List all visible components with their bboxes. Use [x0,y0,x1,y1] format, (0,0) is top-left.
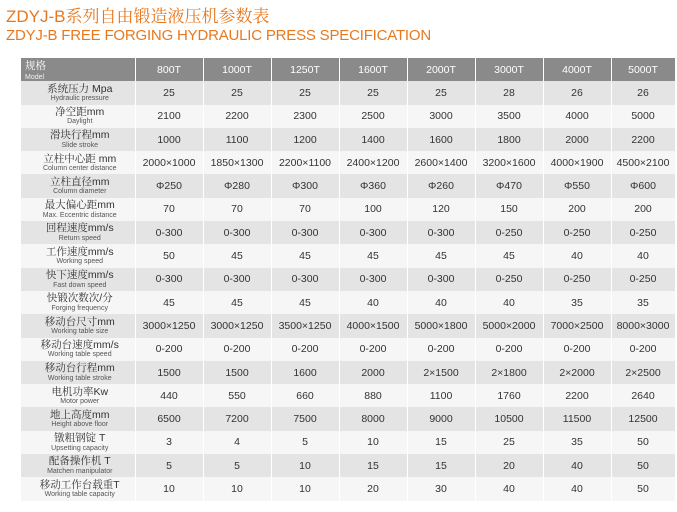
table-cell: 50 [611,431,675,454]
table-cell: 10 [339,431,407,454]
table-cell: 6500 [135,407,203,430]
table-cell: 2000×1000 [135,151,203,174]
table-cell: 28 [475,81,543,104]
table-row [21,384,675,407]
row-label [21,174,135,197]
row-label-cn: 回程速度mm/s [45,222,114,235]
header-model-4: 2000T [407,58,475,81]
row-label [21,407,135,430]
row-label-en: Working speed [56,258,104,266]
table-cell: 45 [203,244,271,267]
table-cell: 25 [203,81,271,104]
header-model-7: 5000T [611,58,675,81]
table-cell: 45 [203,291,271,314]
row-label [21,477,135,500]
row-label [21,81,135,104]
table-row [21,174,675,197]
table-cell: 0-300 [135,221,203,244]
row-label-en: Working table speed [47,351,112,359]
table-cell: 1760 [475,384,543,407]
row-label-cn: 移动台尺寸mm [44,315,115,328]
table-cell: 120 [407,198,475,221]
table-row [21,81,675,104]
table-cell: 10500 [475,407,543,430]
row-label-en: Matchen manipulator [47,467,113,475]
header-model-0: 800T [135,58,203,81]
table-cell: 1100 [407,384,475,407]
row-label-cn: 滑块行程mm [50,129,110,142]
table-cell: 12500 [611,407,675,430]
table-cell: 2200 [543,384,611,407]
table-cell: 7200 [203,407,271,430]
table-cell: 0-300 [203,268,271,291]
table-header-row [21,58,675,81]
row-label-en: Return speed [58,234,101,242]
row-label [21,198,135,221]
table-cell: 4 [203,431,271,454]
table-cell: Φ260 [407,174,475,197]
row-label-en: Motor power [60,398,100,406]
table-cell: 7000×2500 [543,314,611,337]
table-cell: 0-250 [611,268,675,291]
table-cell: 0-200 [271,338,339,361]
table-cell: 2300 [271,105,339,128]
table-cell: 35 [543,431,611,454]
table-cell: 45 [339,244,407,267]
table-cell: 1800 [475,128,543,151]
table-cell: 0-200 [407,338,475,361]
page-title-english: ZDYJ-B FREE FORGING HYDRAULIC PRESS SPECIFICATION [6,27,431,44]
table-cell: 5 [271,431,339,454]
row-label [21,431,135,454]
table-cell: 8000×3000 [611,314,675,337]
table-cell: 2500 [339,105,407,128]
table-cell: 5000×2000 [475,314,543,337]
table-cell: 35 [543,291,611,314]
table-cell: 50 [611,477,675,500]
table-cell: 1200 [271,128,339,151]
table-cell: 2600×1400 [407,151,475,174]
table-row [21,431,675,454]
row-label-en: Height above floor [51,421,109,429]
row-label [21,244,135,267]
table-cell: 2000 [543,128,611,151]
page-title-chinese: ZDYJ-B系列自由锻造液压机参数表 [6,7,270,26]
table-cell: 4000×1500 [339,314,407,337]
table-cell: 3200×1600 [475,151,543,174]
row-label-cn: 系统压力 Mpa [47,82,113,95]
row-label-cn: 净空距mm [55,105,105,118]
table-cell: 10 [271,454,339,477]
table-row [21,128,675,151]
row-label [21,454,135,477]
table-cell: 0-300 [271,268,339,291]
table-cell: 5000×1800 [407,314,475,337]
table-cell: 1600 [407,128,475,151]
table-cell: 1850×1300 [203,151,271,174]
row-label-cn: 立柱中心距 mm [43,152,117,165]
row-label-cn: 电机功率Kw [51,385,109,398]
table-cell: 5 [203,454,271,477]
table-cell: 40 [339,291,407,314]
table-cell: 880 [339,384,407,407]
row-label-en: Upsetting capacity [51,444,109,452]
table-cell: Φ250 [135,174,203,197]
table-cell: 0-300 [203,221,271,244]
table-cell: 100 [339,198,407,221]
table-cell: 2100 [135,105,203,128]
table-cell: Φ280 [203,174,271,197]
row-label-cn: 工作速度mm/s [45,245,114,258]
header-label-cn: 规格 [25,60,46,73]
table-cell: 70 [135,198,203,221]
table-cell: 40 [475,291,543,314]
table-cell: 3000×1250 [135,314,203,337]
row-label [21,361,135,384]
table-row [21,221,675,244]
table-cell: Φ360 [339,174,407,197]
row-label [21,314,135,337]
table-row [21,151,675,174]
table-cell: 0-200 [611,338,675,361]
table-row [21,244,675,267]
table-cell: 35 [611,291,675,314]
table-cell: 45 [271,291,339,314]
table-cell: 0-200 [543,338,611,361]
table-cell: 70 [271,198,339,221]
table-cell: 0-300 [339,221,407,244]
header-model-5: 3000T [475,58,543,81]
table-cell: 200 [611,198,675,221]
table-cell: 2640 [611,384,675,407]
row-label [21,221,135,244]
table-cell: 0-300 [407,268,475,291]
table-cell: 2×2500 [611,361,675,384]
table-cell: 3500 [475,105,543,128]
table-cell: 2200 [203,105,271,128]
row-label [21,338,135,361]
table-cell: Φ550 [543,174,611,197]
row-label-en: Max. Eccentric distance [42,211,117,219]
table-row [21,338,675,361]
table-cell: 40 [543,477,611,500]
table-cell: 1400 [339,128,407,151]
row-label [21,151,135,174]
table-cell: 40 [543,454,611,477]
table-body [21,81,675,500]
table-cell: 45 [407,244,475,267]
table-cell: 0-200 [475,338,543,361]
table-cell: 25 [475,431,543,454]
header-model-label [21,58,135,81]
table-row [21,268,675,291]
table-cell: 50 [135,244,203,267]
table-cell: 0-250 [611,221,675,244]
table-cell: 5000 [611,105,675,128]
table-cell: 2×2000 [543,361,611,384]
row-label-en: Forging frequency [51,304,108,312]
table-cell: 3 [135,431,203,454]
table-cell: 4000×1900 [543,151,611,174]
table-cell: 1600 [271,361,339,384]
table-cell: 8000 [339,407,407,430]
table-cell: 200 [543,198,611,221]
table-cell: 15 [407,454,475,477]
table-cell: 660 [271,384,339,407]
table-cell: 0-300 [271,221,339,244]
table-cell: 40 [475,477,543,500]
table-cell: 40 [611,244,675,267]
table-cell: 3000 [407,105,475,128]
table-cell: 1000 [135,128,203,151]
table-cell: 45 [475,244,543,267]
table-cell: 2000 [339,361,407,384]
table-row [21,361,675,384]
table-cell: 0-200 [339,338,407,361]
table-cell: 4000 [543,105,611,128]
row-label-cn: 移动台速度mm/s [40,338,119,351]
table-cell: 11500 [543,407,611,430]
table-row [21,291,675,314]
table-cell: 25 [339,81,407,104]
row-label-en: Daylight [67,118,93,126]
table-cell: 550 [203,384,271,407]
table-cell: 1100 [203,128,271,151]
table-cell: 0-200 [203,338,271,361]
table-cell: 45 [135,291,203,314]
table-cell: 25 [407,81,475,104]
row-label-en: Column diameter [53,188,107,196]
row-label-cn: 地上高度mm [50,408,110,421]
table-row [21,407,675,430]
table-cell: Φ300 [271,174,339,197]
row-label-en: Hydraulic pressure [50,95,109,103]
table-cell: 0-200 [135,338,203,361]
table-cell: 2×1500 [407,361,475,384]
row-label-en: Slide stroke [61,141,99,149]
table-cell: 3000×1250 [203,314,271,337]
table-cell: 2400×1200 [339,151,407,174]
row-label-cn: 最大偏心距mm [44,199,115,212]
table-cell: 2200×1100 [271,151,339,174]
table-row [21,454,675,477]
row-label-en: Column center distance [42,165,117,173]
table-cell: 70 [203,198,271,221]
table-cell: 26 [543,81,611,104]
table-cell: 15 [407,431,475,454]
table-row [21,477,675,500]
table-cell: 25 [271,81,339,104]
table-cell: 10 [271,477,339,500]
table-cell: 10 [135,477,203,500]
table-cell: 1500 [203,361,271,384]
table-cell: 40 [543,244,611,267]
header-model-6: 4000T [543,58,611,81]
header-label-en: Model [25,74,45,82]
table-cell: 3500×1250 [271,314,339,337]
table-cell: 0-250 [475,221,543,244]
row-label [21,105,135,128]
row-label-en: Working table capacity [44,491,115,499]
row-label-en: Working table stroke [47,374,112,382]
table-cell: 440 [135,384,203,407]
row-label [21,291,135,314]
table-cell: 1500 [135,361,203,384]
table-cell: 0-250 [543,268,611,291]
table-cell: 150 [475,198,543,221]
table-row [21,105,675,128]
row-label-en: Working table size [51,328,109,336]
row-label [21,268,135,291]
row-label-cn: 移动台行程mm [44,362,115,375]
table-cell: 20 [475,454,543,477]
row-label-cn: 移动工作台载重T [39,478,120,491]
table-cell: 26 [611,81,675,104]
row-label-cn: 镦粗钢锭 T [54,432,106,445]
table-cell: 10 [203,477,271,500]
table-cell: 40 [407,291,475,314]
table-row [21,314,675,337]
table-cell: 9000 [407,407,475,430]
table-cell: 25 [135,81,203,104]
table-cell: 4500×2100 [611,151,675,174]
table-cell: 50 [611,454,675,477]
row-label [21,384,135,407]
table-cell: 20 [339,477,407,500]
row-label-cn: 快下速度mm/s [45,269,114,282]
row-label-en: Fast down speed [53,281,107,289]
table-cell: Φ600 [611,174,675,197]
specification-table [21,58,676,501]
table-cell: 0-300 [407,221,475,244]
table-row [21,198,675,221]
table-cell: 0-300 [339,268,407,291]
table-cell: 2×1800 [475,361,543,384]
header-model-3: 1600T [339,58,407,81]
row-label-cn: 快锻次数次/分 [46,292,113,305]
table-cell: 2200 [611,128,675,151]
header-model-1: 1000T [203,58,271,81]
table-cell: 0-300 [135,268,203,291]
table-cell: Φ470 [475,174,543,197]
table-cell: 15 [339,454,407,477]
table-cell: 0-250 [543,221,611,244]
table-cell: 5 [135,454,203,477]
table-cell: 30 [407,477,475,500]
table-cell: 45 [271,244,339,267]
row-label [21,128,135,151]
table-cell: 7500 [271,407,339,430]
row-label-cn: 配备操作机 T [48,455,111,468]
header-model-2: 1250T [271,58,339,81]
table-cell: 0-250 [475,268,543,291]
row-label-cn: 立柱直径mm [50,175,110,188]
